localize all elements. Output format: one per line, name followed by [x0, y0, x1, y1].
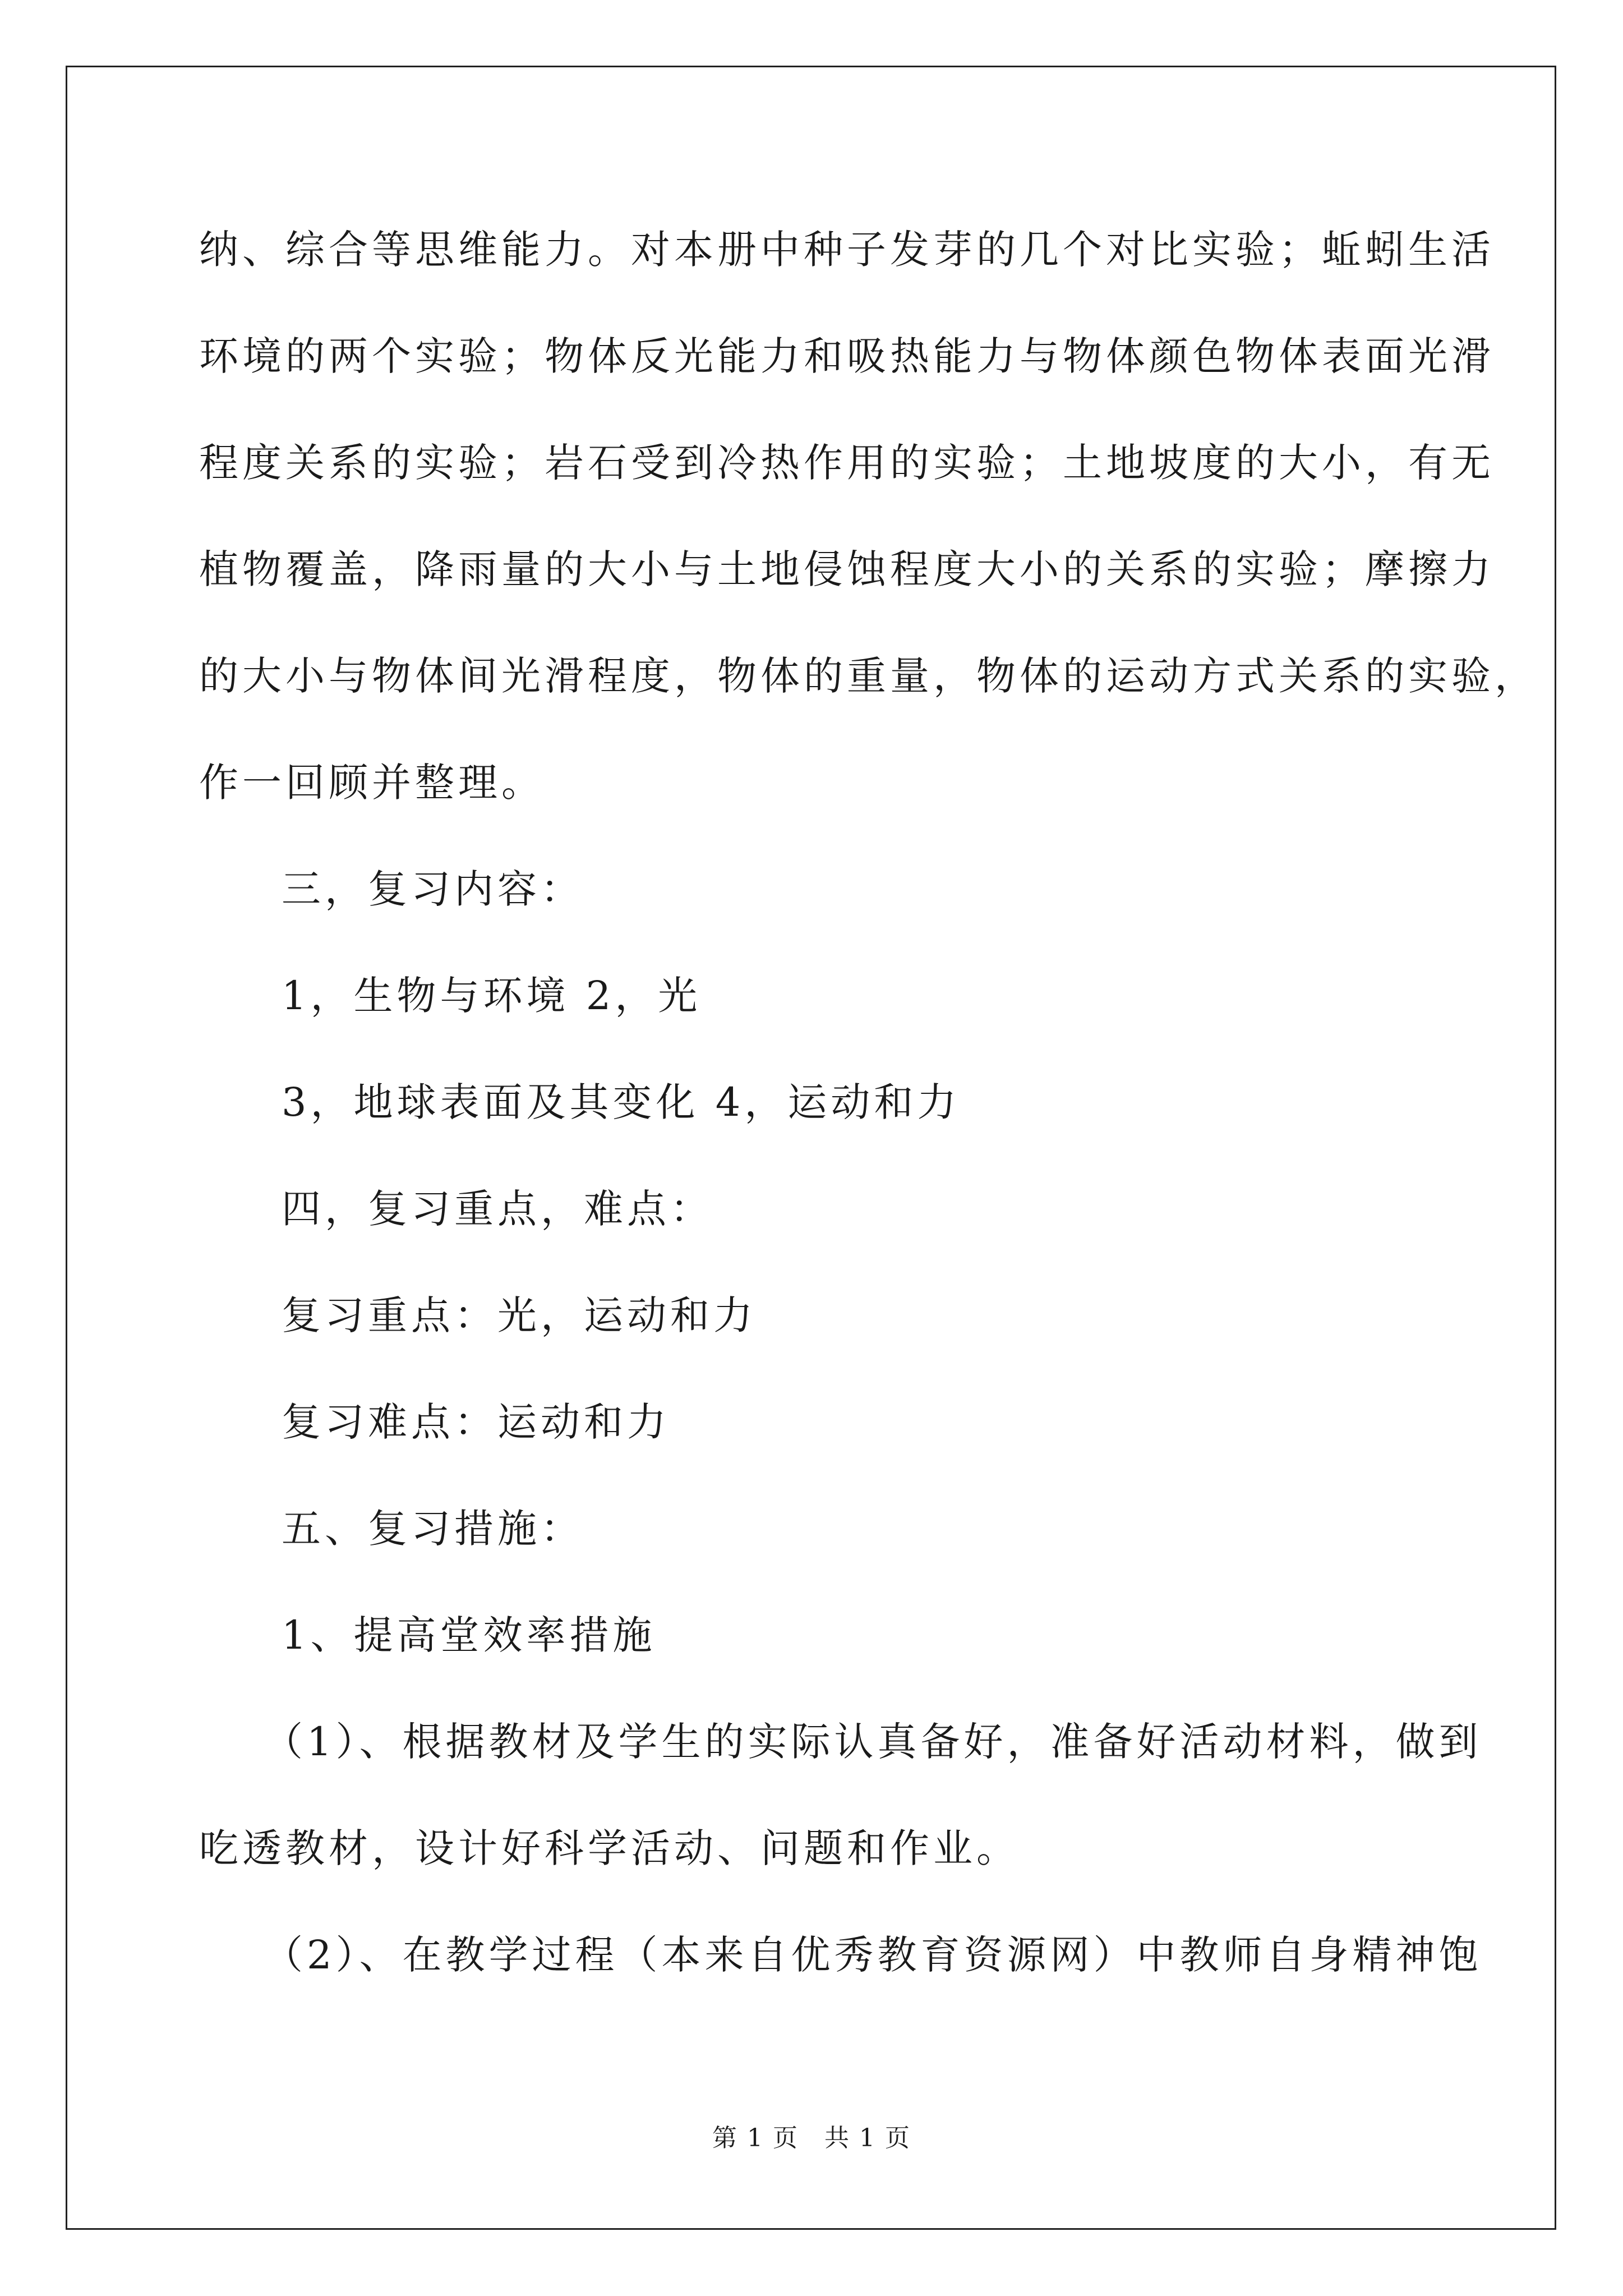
list-item: （1）、根据教材及学生的实际认真备好，准备好活动材料，做到	[264, 1719, 1482, 1765]
list-item: 1，生物与环境 2，光	[282, 973, 702, 1019]
body-line: 作一回顾并整理。	[199, 760, 545, 806]
page-number-footer: 第 1 页 共 1 页	[712, 2124, 911, 2152]
body-line: 复习难点：运动和力	[282, 1399, 670, 1445]
list-item: 1、提高堂效率措施	[282, 1612, 656, 1658]
body-line: 吃透教材，设计好科学活动、问题和作业。	[199, 1825, 1020, 1871]
section-heading: 五、复习措施：	[282, 1506, 584, 1552]
body-line: 纳、综合等思维能力。对本册中种子发芽的几个对比实验；蚯蚓生活	[199, 227, 1495, 273]
body-line: 植物覆盖，降雨量的大小与土地侵蚀程度大小的关系的实验；摩擦力	[199, 546, 1495, 592]
body-line: 复习重点：光，运动和力	[282, 1292, 757, 1338]
body-line: 环境的两个实验；物体反光能力和吸热能力与物体颜色物体表面光滑	[199, 333, 1495, 379]
body-line: 程度关系的实验；岩石受到冷热作用的实验；土地坡度的大小，有无	[199, 440, 1495, 486]
page-frame	[66, 66, 1556, 2230]
list-item: （2）、在教学过程（本来自优秀教育资源网）中教师自身精神饱	[264, 1932, 1482, 1978]
section-heading: 四，复习重点，难点：	[282, 1186, 713, 1232]
body-line: 的大小与物体间光滑程度，物体的重量，物体的运动方式关系的实验，	[199, 653, 1538, 699]
section-heading: 三，复习内容：	[282, 866, 584, 912]
list-item: 3，地球表面及其变化 4，运动和力	[282, 1079, 961, 1125]
